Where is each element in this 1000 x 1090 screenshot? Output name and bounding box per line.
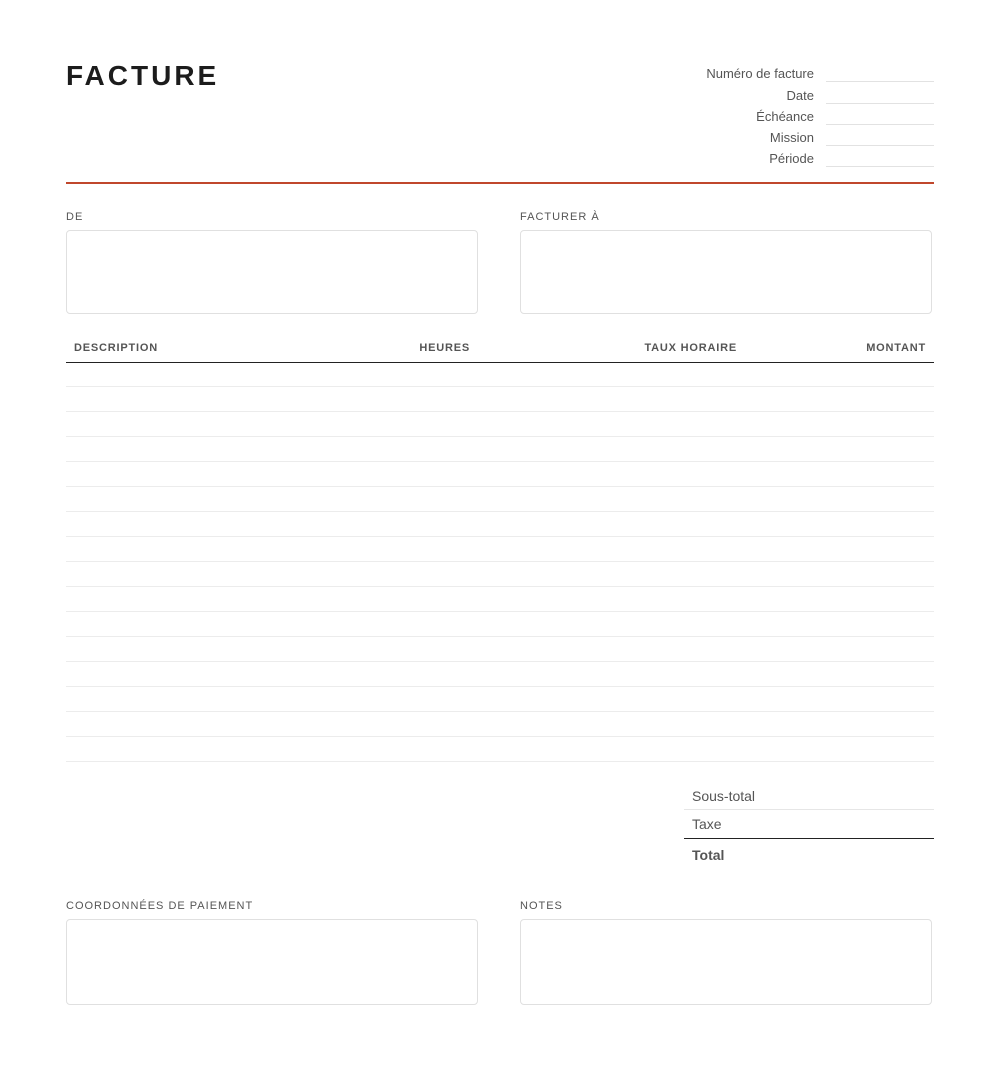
meta-label-invoice-number: Numéro de facture	[706, 66, 814, 82]
table-row[interactable]	[66, 387, 934, 412]
column-header-hourly-rate: TAUX HORAIRE	[644, 342, 737, 354]
total-label: Total	[692, 847, 725, 863]
bill-to-label: FACTURER À	[520, 211, 600, 223]
invoice-meta	[634, 61, 934, 167]
meta-label-due-date: Échéance	[756, 108, 814, 124]
notes-label: NOTES	[520, 900, 563, 912]
table-row[interactable]	[66, 612, 934, 637]
line-items-header	[66, 336, 934, 363]
invoice-number-field[interactable]	[826, 68, 934, 82]
header-divider	[66, 182, 934, 184]
subtotal-row	[684, 782, 934, 810]
table-row[interactable]	[66, 737, 934, 762]
subtotal-label: Sous-total	[692, 787, 756, 804]
tax-label: Taxe	[692, 816, 722, 832]
table-row[interactable]	[66, 362, 934, 387]
table-row[interactable]	[66, 437, 934, 462]
from-label: DE	[66, 211, 84, 223]
meta-row-invoice-number	[634, 61, 934, 82]
meta-row-date	[634, 82, 934, 103]
tax-row	[684, 810, 934, 839]
bill-to-box[interactable]	[520, 230, 932, 314]
table-row[interactable]	[66, 537, 934, 562]
column-header-hours: HEURES	[419, 342, 470, 354]
payment-label: COORDONNÉES DE PAIEMENT	[66, 900, 254, 912]
meta-row-mission	[634, 125, 934, 146]
table-row[interactable]	[66, 512, 934, 537]
period-field[interactable]	[826, 153, 934, 167]
date-field[interactable]	[826, 90, 934, 104]
payment-box[interactable]	[66, 919, 478, 1005]
column-header-description: DESCRIPTION	[74, 342, 158, 354]
table-row[interactable]	[66, 662, 934, 687]
table-row[interactable]	[66, 712, 934, 737]
line-items	[66, 362, 934, 762]
meta-label-date: Date	[786, 87, 814, 103]
meta-label-period: Période	[769, 151, 814, 167]
invoice-title: FACTURE	[66, 60, 220, 91]
mission-field[interactable]	[826, 132, 934, 146]
column-header-amount: MONTANT	[866, 342, 926, 354]
table-row[interactable]	[66, 687, 934, 712]
table-row[interactable]	[66, 637, 934, 662]
table-row[interactable]	[66, 462, 934, 487]
from-box[interactable]	[66, 230, 478, 314]
table-row[interactable]	[66, 412, 934, 437]
due-date-field[interactable]	[826, 111, 934, 125]
totals	[684, 782, 934, 871]
table-row[interactable]	[66, 487, 934, 512]
meta-label-mission: Mission	[769, 130, 814, 146]
meta-row-period	[634, 146, 934, 167]
table-row[interactable]	[66, 587, 934, 612]
meta-row-due-date	[634, 104, 934, 125]
table-row[interactable]	[66, 562, 934, 587]
total-row	[684, 839, 934, 871]
notes-box[interactable]	[520, 919, 932, 1005]
